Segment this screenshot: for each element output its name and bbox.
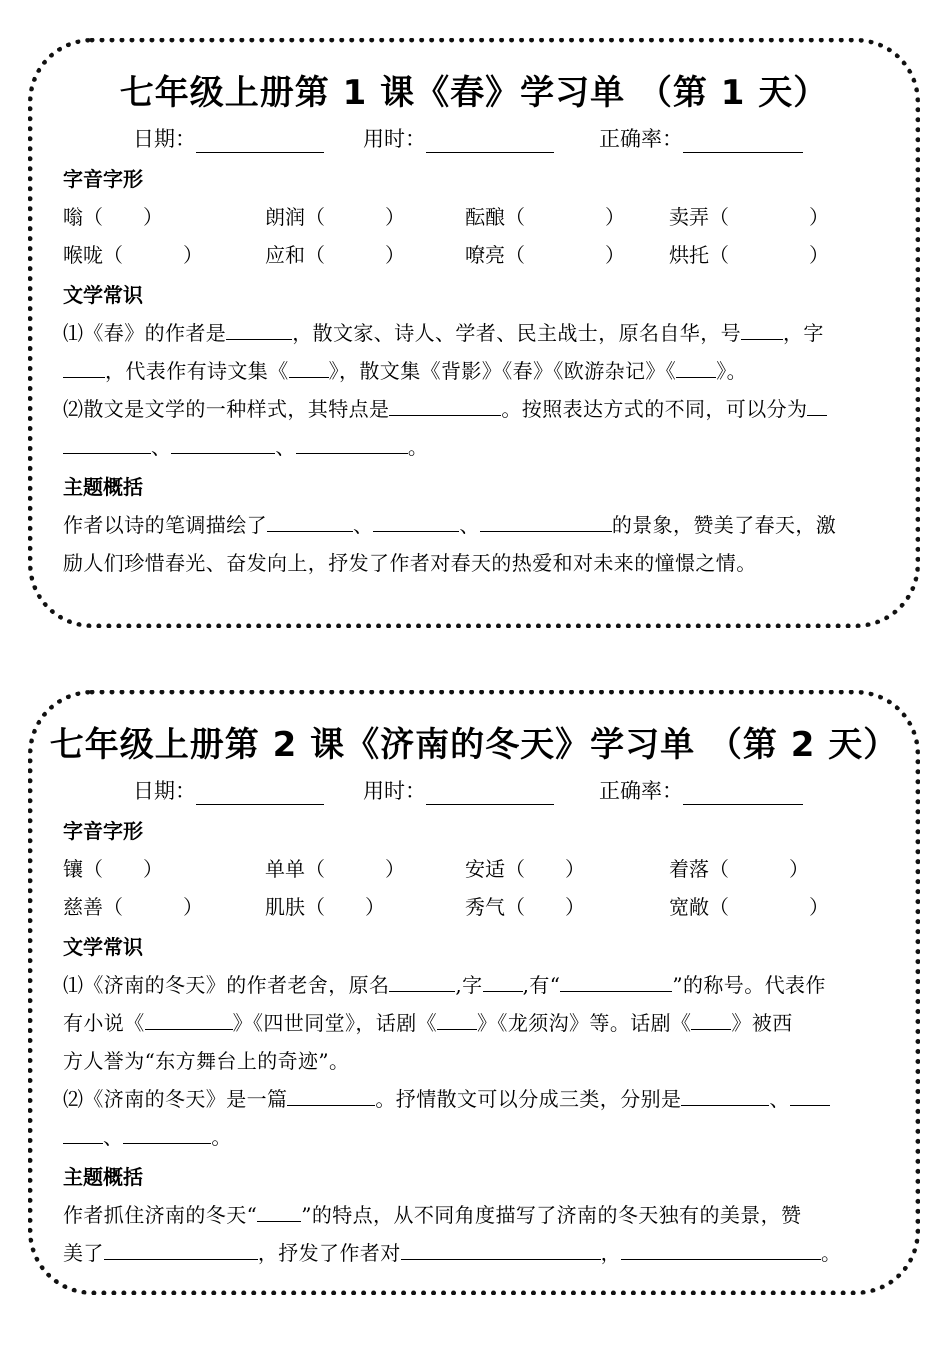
text-segment: 、 bbox=[275, 435, 296, 459]
text-segment: 》《龙须沟》等。话剧《 bbox=[477, 1011, 692, 1035]
answer-blank[interactable] bbox=[681, 1085, 769, 1106]
text-segment: 美了 bbox=[63, 1241, 104, 1265]
worksheet-card-1 bbox=[28, 38, 920, 628]
answer-blank[interactable] bbox=[63, 1123, 103, 1144]
answer-blank[interactable] bbox=[437, 1009, 477, 1030]
word-item: 着落（ ） bbox=[669, 857, 809, 881]
text-segment: ，代表作有诗文集《 bbox=[105, 359, 289, 383]
text-segment: ⑴《春》的作者是 bbox=[63, 321, 227, 345]
literature-line bbox=[63, 969, 826, 998]
word-item: 秀气（ ） bbox=[465, 895, 585, 919]
answer-blank[interactable] bbox=[267, 511, 353, 532]
text-segment: 、 bbox=[769, 1087, 790, 1111]
answer-blank[interactable] bbox=[741, 319, 783, 340]
word-item: 应和（ ） bbox=[265, 243, 405, 267]
word-item: 酝酿（ ） bbox=[465, 205, 625, 229]
text-segment: 。 bbox=[407, 435, 429, 459]
answer-blank[interactable] bbox=[287, 1085, 375, 1106]
time-field bbox=[363, 123, 554, 153]
word-item: 喉咙（ ） bbox=[63, 243, 203, 267]
card-title: 七年级上册第 1 课《春》学习单 （第 1 天） bbox=[119, 73, 829, 113]
section-heading-pronunciation: 字音字形 bbox=[63, 819, 143, 843]
answer-blank[interactable] bbox=[483, 971, 523, 992]
accuracy-label: 正确率： bbox=[599, 779, 683, 803]
literature-line bbox=[63, 431, 428, 460]
accuracy-field bbox=[599, 775, 803, 805]
text-segment: 、 bbox=[353, 513, 374, 537]
answer-blank[interactable] bbox=[790, 1085, 830, 1106]
answer-blank[interactable] bbox=[123, 1123, 211, 1144]
word-item: 安适（ ） bbox=[465, 857, 585, 881]
answer-blank[interactable] bbox=[676, 357, 716, 378]
section-heading-literature: 文学常识 bbox=[63, 283, 143, 307]
answer-blank[interactable] bbox=[63, 357, 105, 378]
section-heading-pronunciation: 字音字形 bbox=[63, 167, 143, 191]
answer-blank[interactable] bbox=[171, 433, 275, 454]
text-segment: 、 bbox=[151, 435, 172, 459]
word-item: 烘托（ ） bbox=[669, 243, 829, 267]
text-segment: ，散文家、诗人、学者、民主战士，原名自华，号 bbox=[292, 321, 742, 345]
card-title: 七年级上册第 2 课《济南的冬天》学习单 （第 2 天） bbox=[49, 725, 899, 765]
text-segment: ⑵《济南的冬天》是一篇 bbox=[63, 1087, 288, 1111]
accuracy-blank[interactable] bbox=[683, 130, 803, 153]
literature-line bbox=[63, 317, 824, 346]
answer-blank[interactable] bbox=[389, 395, 501, 416]
date-label: 日期： bbox=[133, 127, 196, 151]
text-segment: 。抒情散文可以分成三类，分别是 bbox=[375, 1087, 682, 1111]
text-segment: ⑵散文是文学的一种样式，其特点是 bbox=[63, 397, 390, 421]
text-segment: 有小说《 bbox=[63, 1011, 145, 1035]
word-item: 慈善（ ） bbox=[63, 895, 203, 919]
word-item: 卖弄（ ） bbox=[669, 205, 829, 229]
answer-blank[interactable] bbox=[373, 511, 459, 532]
time-field bbox=[363, 775, 554, 805]
literature-line: 方人誉为“东方舞台上的奇迹”。 bbox=[63, 1049, 350, 1073]
theme-line: 励人们珍惜春光、奋发向上，抒发了作者对春天的热爱和对未来的憧憬之情。 bbox=[63, 551, 757, 575]
section-heading-literature: 文学常识 bbox=[63, 935, 143, 959]
date-blank[interactable] bbox=[196, 130, 324, 153]
accuracy-blank[interactable] bbox=[683, 782, 803, 805]
answer-blank[interactable] bbox=[401, 1239, 601, 1260]
text-segment: 》被西 bbox=[731, 1011, 793, 1035]
word-item: 宽敞（ ） bbox=[669, 895, 829, 919]
answer-blank[interactable] bbox=[807, 395, 827, 416]
word-item: 肌肤（ ） bbox=[265, 895, 385, 919]
literature-line bbox=[63, 393, 827, 422]
text-segment: 、 bbox=[459, 513, 480, 537]
answer-blank[interactable] bbox=[296, 433, 408, 454]
text-segment: 。按照表达方式的不同，可以分为 bbox=[501, 397, 808, 421]
text-segment: ⑴《济南的冬天》的作者老舍，原名 bbox=[63, 973, 390, 997]
answer-blank[interactable] bbox=[145, 1009, 233, 1030]
theme-line bbox=[63, 1237, 841, 1266]
text-segment: 作者以诗的笔调描绘了 bbox=[63, 513, 267, 537]
worksheet-card-2 bbox=[28, 690, 920, 1295]
text-segment: 作者抓住济南的冬天“ bbox=[63, 1203, 258, 1227]
theme-line bbox=[63, 1199, 801, 1228]
answer-blank[interactable] bbox=[226, 319, 292, 340]
theme-line bbox=[63, 509, 836, 538]
date-field bbox=[133, 123, 324, 153]
text-segment: ，字 bbox=[783, 321, 824, 345]
text-segment: 。 bbox=[211, 1125, 232, 1149]
literature-line bbox=[63, 1121, 232, 1150]
time-blank[interactable] bbox=[426, 130, 554, 153]
text-segment: 》。 bbox=[716, 359, 748, 383]
answer-blank[interactable] bbox=[560, 971, 672, 992]
accuracy-label: 正确率： bbox=[599, 127, 683, 151]
text-segment: 。 bbox=[821, 1241, 842, 1265]
answer-blank[interactable] bbox=[289, 357, 329, 378]
date-blank[interactable] bbox=[196, 782, 324, 805]
time-label: 用时： bbox=[363, 127, 426, 151]
word-item: 单单（ ） bbox=[265, 857, 405, 881]
text-segment: ”的特点，从不同角度描写了济南的冬天独有的美景，赞 bbox=[301, 1203, 802, 1227]
text-segment: 的景象，赞美了春天，激 bbox=[611, 513, 837, 537]
answer-blank[interactable] bbox=[480, 511, 612, 532]
text-segment: ， bbox=[600, 1241, 622, 1265]
text-segment: ,字 bbox=[455, 973, 483, 997]
text-segment: ,有“ bbox=[522, 973, 561, 997]
literature-line bbox=[63, 1083, 830, 1112]
time-label: 用时： bbox=[363, 779, 426, 803]
word-item: 嗡（ ） bbox=[63, 205, 163, 229]
word-item: 镶（ ） bbox=[63, 857, 163, 881]
answer-blank[interactable] bbox=[257, 1201, 301, 1222]
section-heading-theme: 主题概括 bbox=[63, 475, 143, 499]
text-segment: ”的称号。代表作 bbox=[672, 973, 826, 997]
date-field bbox=[133, 775, 324, 805]
answer-blank[interactable] bbox=[104, 1239, 258, 1260]
time-blank[interactable] bbox=[426, 782, 554, 805]
section-heading-theme: 主题概括 bbox=[63, 1165, 143, 1189]
literature-line bbox=[63, 1007, 793, 1036]
answer-blank[interactable] bbox=[691, 1009, 731, 1030]
word-item: 朗润（ ） bbox=[265, 205, 405, 229]
answer-blank[interactable] bbox=[621, 1239, 821, 1260]
text-segment: 》《四世同堂》，话剧《 bbox=[232, 1011, 438, 1035]
word-item: 嘹亮（ ） bbox=[465, 243, 625, 267]
answer-blank[interactable] bbox=[389, 971, 455, 992]
date-label: 日期： bbox=[133, 779, 196, 803]
text-segment: 、 bbox=[103, 1125, 124, 1149]
literature-line bbox=[63, 355, 747, 384]
text-segment: 》，散文集《背影》《春》《欧游杂记》《 bbox=[328, 359, 677, 383]
text-segment: ，抒发了作者对 bbox=[257, 1241, 401, 1265]
accuracy-field bbox=[599, 123, 803, 153]
answer-blank[interactable] bbox=[63, 433, 151, 454]
